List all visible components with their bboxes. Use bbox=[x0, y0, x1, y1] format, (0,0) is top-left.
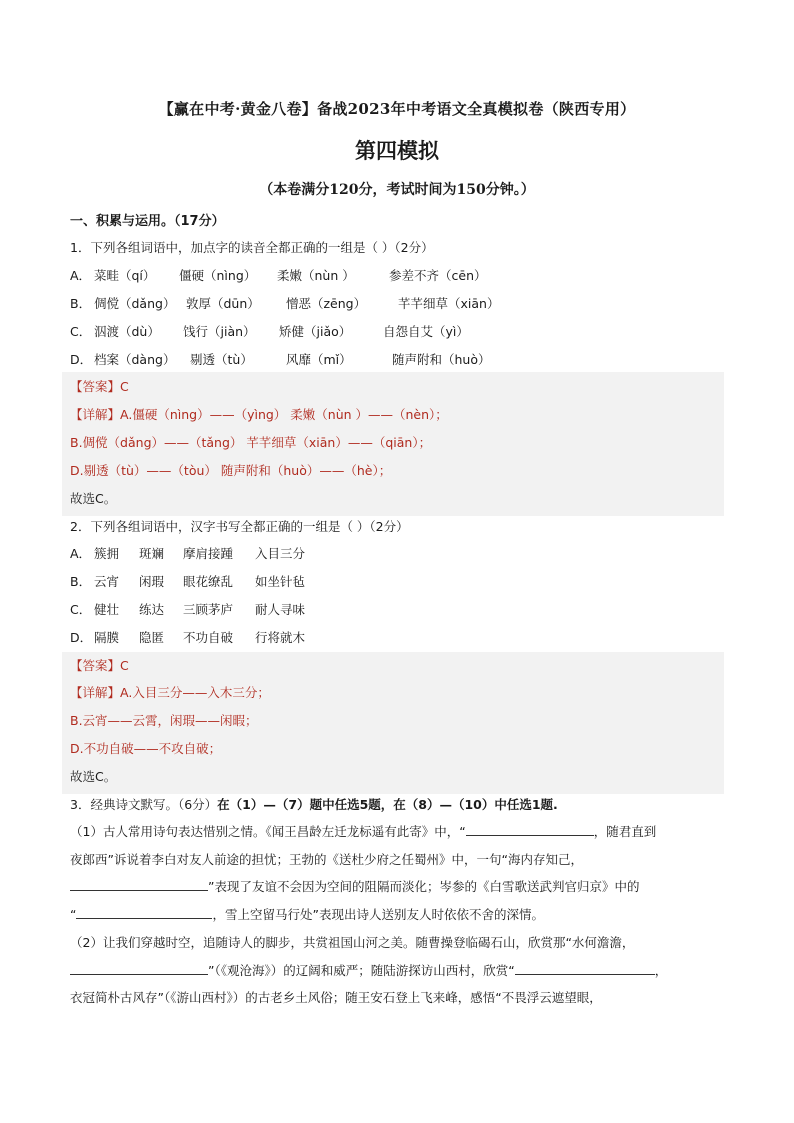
option-item: 三顾茅庐 bbox=[183, 602, 234, 617]
option-item: 柔嫩（nùn ） bbox=[277, 268, 355, 283]
q3-p2-line-1: （2）让我们穿越时空，追随诗人的脚步，共赏祖国山河之美。随曹操登临碣石山，欣赏那“水何澹澹， bbox=[70, 935, 635, 950]
passage-text: （1）古人常用诗句表达惜别之情。《闻王昌龄左迁龙标遥有此寄》中，“ bbox=[70, 824, 466, 839]
q2-stem: 2．下列各组词语中，汉字书写全都正确的一组是（ ）（2分） bbox=[70, 519, 409, 534]
q1-stem: 1．下列各组词语中，加点字的读音全都正确的一组是（ ）（2分） bbox=[70, 240, 434, 255]
q3-p2-line-3: 衣冠简朴古风存”（《游山西村》）的古老乡土风俗；随王安石登上飞来峰，感悟“不畏浮云遮望眼， bbox=[70, 990, 602, 1005]
q3-p1-line-1 bbox=[70, 823, 656, 841]
answer-tag: 【答案】 bbox=[70, 379, 121, 394]
answer-value: C bbox=[120, 379, 129, 394]
q3-stem-instruction: 在（1）—（7）题中任选5题，在（8）—（10）中任选1题. bbox=[217, 797, 558, 812]
option-item: 倜傥（dǎng） bbox=[94, 296, 176, 311]
option-item: 憎恶（zēng） bbox=[286, 296, 367, 311]
answer-tag: 【答案】 bbox=[70, 658, 121, 673]
option-item: 耐人寻味 bbox=[255, 602, 306, 617]
fill-blank[interactable] bbox=[515, 962, 655, 975]
q3-p2-line-2 bbox=[70, 962, 667, 980]
option-item: 隔膜 bbox=[94, 630, 120, 645]
option-item: 云宵 bbox=[94, 574, 120, 589]
q2-detail-line-1 bbox=[70, 684, 270, 702]
q1-option-b bbox=[70, 295, 499, 313]
q3-p1-line-4 bbox=[70, 906, 544, 924]
option-item: 剔透（tù） bbox=[190, 352, 253, 367]
option-label: B． bbox=[70, 296, 92, 311]
detail-text: A.僵硬（nìng）——（yìng） 柔嫩（nùn ）——（nèn）； bbox=[120, 407, 448, 422]
fill-blank[interactable] bbox=[76, 906, 212, 919]
option-item: 菜畦（qí） bbox=[94, 268, 156, 283]
exam-series-title: 【赢在中考·黄金八卷】备战2023年中考语文全真模拟卷（陕西专用） bbox=[158, 100, 636, 118]
option-item: 矫健（jiǎo） bbox=[279, 324, 352, 339]
q1-option-c bbox=[70, 323, 469, 341]
option-item: 风靡（mǐ） bbox=[286, 352, 352, 367]
q2-detail-line-2: B.云宵——云霄，闲瑕——闲暇； bbox=[70, 713, 258, 728]
option-item: 泅渡（dù） bbox=[94, 324, 160, 339]
q3-stem-text: 3．经典诗文默写。（6分） bbox=[70, 797, 218, 812]
option-item: 如坐针毡 bbox=[255, 574, 306, 589]
passage-text: ，雪上空留马行处”表现出诗人送别友人时依依不舍的深情。 bbox=[212, 907, 544, 922]
option-label: A． bbox=[70, 268, 92, 283]
q2-option-b bbox=[70, 573, 305, 591]
option-item: 摩肩接踵 bbox=[183, 546, 234, 561]
passage-text: ，随君直到 bbox=[593, 824, 657, 839]
option-item: 健壮 bbox=[94, 602, 120, 617]
option-label: A． bbox=[70, 546, 92, 561]
q2-detail-line-3: D.不功自破——不攻自破； bbox=[70, 741, 222, 756]
option-item: 行将就木 bbox=[255, 630, 306, 645]
q1-detail-line-3: D.剔透（tù）——（tòu） 随声附和（huò）——（hè）； bbox=[70, 463, 392, 478]
detail-tag: 【详解】 bbox=[70, 685, 121, 700]
q1-detail-line-1 bbox=[70, 406, 448, 424]
q2-answer bbox=[70, 657, 129, 675]
section-title: 一、积累与运用。（17分） bbox=[70, 214, 225, 229]
option-item: 参差不齐（cēn） bbox=[389, 268, 487, 283]
q2-option-c bbox=[70, 601, 305, 619]
option-item: 簇拥 bbox=[94, 546, 120, 561]
q3-p1-line-3 bbox=[70, 878, 639, 896]
option-item: 入目三分 bbox=[255, 546, 306, 561]
option-item: 饯行（jiàn） bbox=[183, 324, 256, 339]
option-item: 斑斓 bbox=[139, 546, 165, 561]
exam-subtitle: 第四模拟 bbox=[355, 138, 439, 163]
option-item: 练达 bbox=[139, 602, 165, 617]
q1-conclusion: 故选C。 bbox=[70, 491, 117, 506]
q1-detail-line-2: B.倜傥（dǎng）——（tǎng） 芊芊细草（xiān）——（qiān）； bbox=[70, 435, 432, 450]
exam-note: （本卷满分120分，考试时间为150分钟。） bbox=[259, 182, 535, 198]
option-item: 眼花缭乱 bbox=[183, 574, 234, 589]
q3-p1-line-2: 夜郎西”诉说着李白对友人前途的担忧；王勃的《送杜少府之任蜀州》中，一句“海内存知己， bbox=[70, 852, 583, 867]
passage-text: ， bbox=[654, 963, 668, 978]
q1-option-d bbox=[70, 351, 491, 369]
detail-tag: 【详解】 bbox=[70, 407, 121, 422]
passage-text: “ bbox=[70, 907, 77, 922]
passage-text: ”表现了友谊不会因为空间的阻隔而淡化；岑参的《白雪歌送武判官归京》中的 bbox=[208, 879, 640, 894]
answer-value: C bbox=[120, 658, 129, 673]
passage-text: ”（《观沧海》）的辽阔和威严；随陆游探访山西村，欣赏“ bbox=[208, 963, 515, 978]
option-label: C． bbox=[70, 324, 92, 339]
option-item: 随声附和（huò） bbox=[392, 352, 491, 367]
option-item: 不功自破 bbox=[183, 630, 234, 645]
q1-option-a bbox=[70, 267, 487, 285]
option-item: 隐匿 bbox=[139, 630, 165, 645]
q2-option-d bbox=[70, 629, 305, 647]
option-label: C． bbox=[70, 602, 92, 617]
option-item: 档案（dàng） bbox=[94, 352, 176, 367]
option-label: D． bbox=[70, 630, 93, 645]
option-item: 芊芊细草（xiān） bbox=[398, 296, 500, 311]
option-label: D． bbox=[70, 352, 93, 367]
option-item: 闲瑕 bbox=[139, 574, 165, 589]
fill-blank[interactable] bbox=[70, 878, 208, 891]
option-item: 僵硬（nìng） bbox=[179, 268, 257, 283]
option-label: B． bbox=[70, 574, 92, 589]
option-item: 自怨自艾（yì） bbox=[383, 324, 469, 339]
q1-answer bbox=[70, 378, 129, 396]
fill-blank[interactable] bbox=[70, 962, 208, 975]
q2-conclusion: 故选C。 bbox=[70, 769, 117, 784]
fill-blank[interactable] bbox=[466, 823, 594, 836]
q2-option-a bbox=[70, 545, 305, 563]
q3-stem bbox=[70, 796, 558, 814]
option-item: 敦厚（dūn） bbox=[186, 296, 260, 311]
detail-text: A.入目三分——入木三分； bbox=[120, 685, 270, 700]
